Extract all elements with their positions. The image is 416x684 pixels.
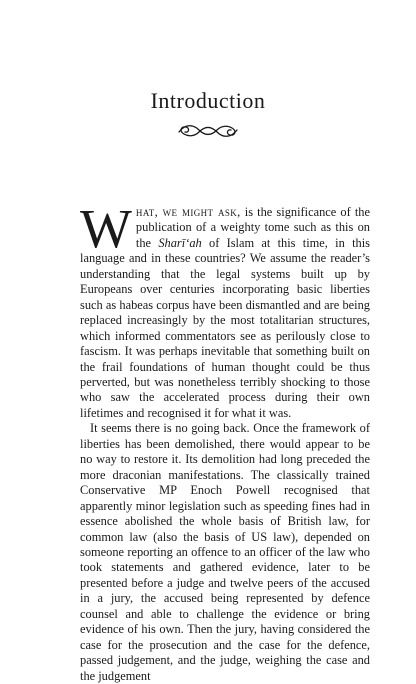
paragraph-1	[80, 198, 370, 421]
drop-cap: W	[80, 198, 132, 259]
italic-term: Sharī‘ah	[158, 235, 202, 250]
paragraph-1-text-a: is the significance of the publication of a weighty tome such as this on the	[135, 205, 370, 250]
opening-smallcaps: hat, we might ask,	[135, 205, 241, 219]
paragraph-2: It seems there is no going back. Once the framework of liberties has been demolished, there would appear to be no way to restore it. Its demolition had long preceded the more draconian manifestations. The classically trained Conservative MP Enoch Powell recognised that apparently minor legislation such as speeding fines had in essence abolished the whole basis of British law, for common law (also the basis of US law), depended on someone reporting an offence to an officer of the law who took statements and gathered evidence, later to be presented before a judge and twelve peers of the accused in a jury, the accused being represented by defence counsel and able to challenge the evidence or bring evidence of his own. Then the jury, having considered the case for the prosecution and the case for the defence, passed judgement, and the judge, weighing the case and the judgement	[80, 421, 370, 683]
body-text	[80, 198, 370, 684]
paragraph-1-text-b: of Islam at this time, in this language and in these countries? We assume the reader’s understanding that the legal systems built up by Europeans over centuries incorporating basic liberties such as habeas corpus have been dismantled and are being replaced increasingly by the most totalitarian structures, which informed commentators see as perilously close to fascism. It was perhaps inevitable that something built on the frail foundations of human thought could be thus perverted, but was nonetheless terribly shocking to those who saw the accelerated process during their own lifetimes and recognised it for what it was.	[80, 235, 370, 420]
chapter-title: Introduction	[150, 88, 266, 113]
flourish-ornament-icon	[177, 120, 239, 142]
